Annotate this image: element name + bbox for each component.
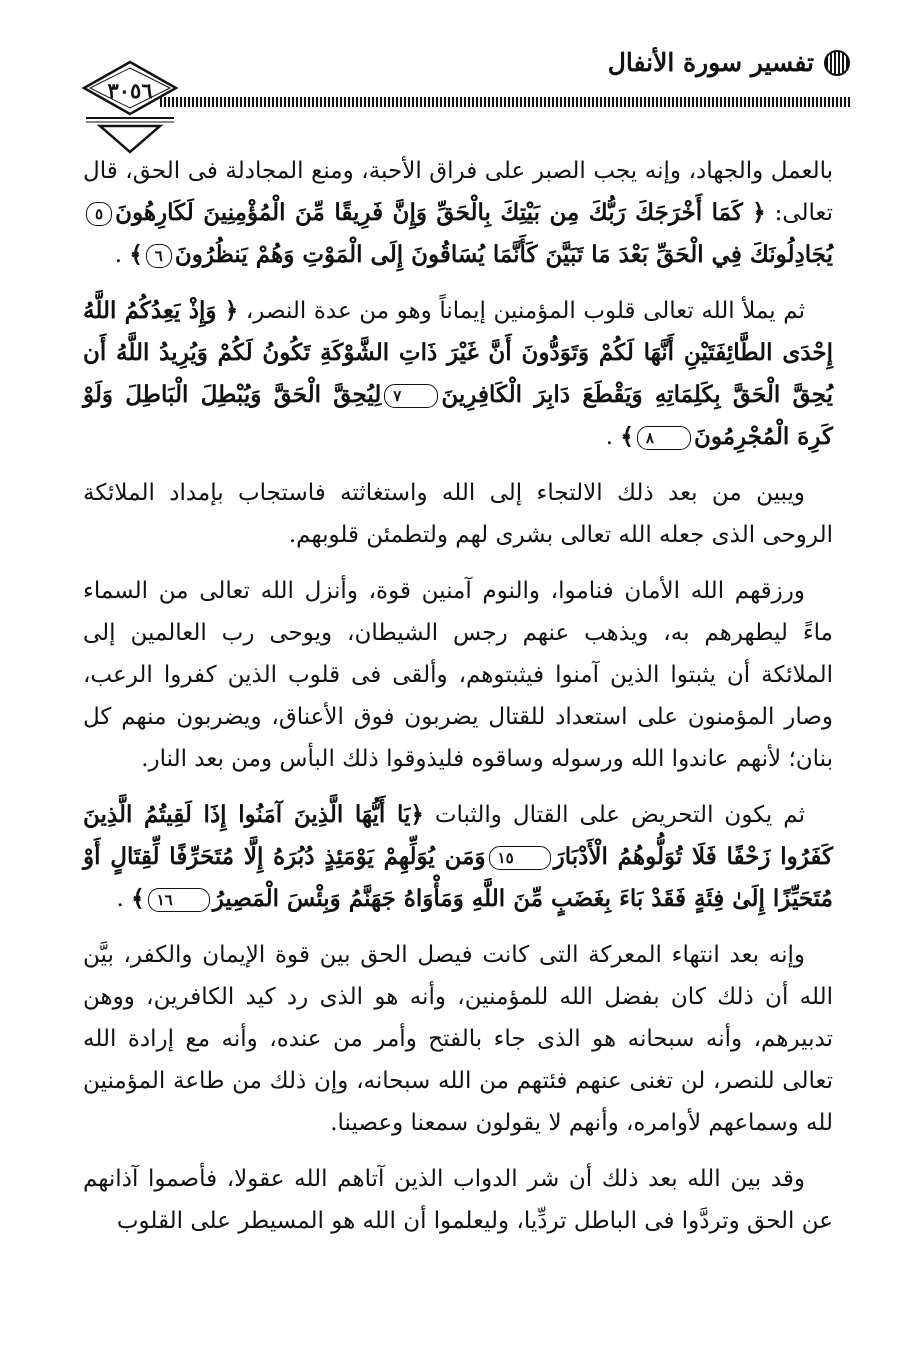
ayah-number-marker: ١٦	[148, 888, 210, 912]
quran-verse: ﴿ وَإِذْ يَعِدُكُمُ اللَّهُ إِحْدَى الطَّائِفَتَيْنِ أَنَّهَا لَكُمْ وَتَوَدُّونَ أَنَّ غَيْرَ ذَاتِ الشَّوْكَةِ تَكُونُ لَكُمْ وَيُرِيدُ اللَّهُ أَن يُحِقَّ الْحَقَّ بِكَلِمَاتِهِ وَيَقْطَعَ دَابِرَ الْكَافِرِينَ	[83, 297, 834, 408]
body-text	[83, 150, 833, 1256]
paragraph-text: .	[116, 886, 132, 912]
paragraph	[83, 570, 833, 780]
header-rule	[160, 97, 850, 107]
paragraph	[83, 1158, 833, 1242]
quran-verse: ﴿ كَمَا أَخْرَجَكَ رَبُّكَ مِن بَيْتِكَ بِالْحَقِّ وَإِنَّ فَرِيقًا مِّنَ الْمُؤْمِنِينَ لَكَارِهُونَ	[115, 199, 766, 226]
page-number-badge	[80, 60, 180, 156]
quran-verse: يُجَادِلُونَكَ فِي الْحَقِّ بَعْدَ مَا تَبَيَّنَ كَأَنَّمَا يُسَاقُونَ إِلَى الْمَوْتِ وَهُمْ يَنظُرُونَ	[174, 241, 833, 268]
page-number: ٣٠٥٦	[107, 78, 153, 103]
ayah-number-marker: ٧	[384, 384, 438, 408]
quran-verse: ﴾	[620, 423, 634, 450]
quran-verse: ﴾	[131, 885, 145, 912]
ayah-number-marker: ٥	[86, 202, 112, 226]
quran-verse: وَمَن يُوَلِّهِمْ يَوْمَئِذٍ دُبُرَهُ إِلَّا مُتَحَرِّفًا لِّقِتَالٍ أَوْ مُتَحَيِّزًا إِلَىٰ فِئَةٍ فَقَدْ بَاءَ بِغَضَبٍ مِّنَ اللَّهِ وَمَأْوَاهُ جَهَنَّمُ وَبِئْسَ الْمَصِيرُ	[83, 843, 833, 912]
quran-verse: لِيُحِقَّ الْحَقَّ وَيُبْطِلَ الْبَاطِلَ وَلَوْ كَرِهَ الْمُجْرِمُونَ	[83, 381, 833, 450]
paragraph-text: .	[114, 242, 130, 268]
page-badge-frame-icon	[80, 60, 180, 156]
paragraph-text: وإنه بعد انتهاء المعركة التى كانت فيصل الحق بين قوة الإيمان والكفر، بيَّن الله أن ذلك كان بفضل الله للمؤمنين، وأنه هو الذى رد كيد الكافرين، ووهن تدبيرهم، وأنه سبحانه هو الذى جاء بالفتح وأمر من عنده، وأنه مع إرادة الله تعالى للنصر، لن تغنى عنهم فئتهم من الله سبحانه، وإن ذلك من طاعة المؤمنين لله وسماعهم لأوامره، وأنهم لا يقولون سمعنا وعصينا.	[83, 942, 833, 1136]
paragraph-text: ورزقهم الله الأمان فناموا، والنوم آمنين قوة، وأنزل الله تعالى من السماء ماءً ليطهرهم به، ويذهب عنهم رجس الشيطان، ويوحى رب العالمين إلى الملائكة أن يثبتوا الذين آمنوا فيثبتوهم، وألقى فى قلوب الذين كفروا الرعب، وصار المؤمنون على استعداد للقتال يضربون فوق الأعناق، ويضربون منهم كل بنان؛ لأنهم عاندوا الله ورسوله وساقوه فليذوقوا ذلك البأس ومن بعد النار.	[83, 578, 833, 772]
paragraph-text: وقد بين الله بعد ذلك أن شر الدواب الذين آتاهم الله عقولا، فأصموا آذانهم عن الحق وتردَّوا فى الباطل تردِّيا، وليعلموا أن الله هو المسيطر على القلوب	[83, 1166, 833, 1234]
quran-verse: ﴿يَا أَيُّهَا الَّذِينَ آمَنُوا إِذَا لَقِيتُمُ الَّذِينَ كَفَرُوا زَحْفًا فَلَا تُوَلُّوهُمُ الْأَدْبَارَ	[83, 801, 833, 870]
ayah-number-marker: ٦	[146, 244, 172, 268]
paragraph-text: .	[605, 424, 621, 450]
paragraph-text: ثم يكون التحريض على القتال والثبات	[423, 802, 805, 828]
running-title	[608, 48, 850, 77]
ayah-number-marker: ١٥	[489, 846, 551, 870]
page-header	[80, 30, 850, 140]
paragraph	[83, 472, 833, 556]
paragraph	[83, 934, 833, 1144]
paragraph	[83, 794, 833, 920]
paragraph	[83, 290, 833, 458]
quran-verse: ﴾	[129, 241, 143, 268]
running-title-text: تفسير سورة الأنفال	[607, 48, 814, 77]
ornament-icon	[824, 50, 850, 76]
paragraph	[83, 150, 833, 276]
ayah-number-marker: ٨	[637, 426, 691, 450]
paragraph-text: بالعمل والجهاد، وإنه يجب الصبر على فراق الأحبة، ومنع المجادلة فى الحق، قال تعالى:	[83, 158, 833, 226]
paragraph-text: ويبين من بعد ذلك الالتجاء إلى الله واستغاثته فاستجاب بإمداد الملائكة الروحى الذى جعله الله تعالى بشرى لهم ولتطمئن قلوبهم.	[83, 480, 833, 548]
paragraph-text: ثم يملأ الله تعالى قلوب المؤمنين إيماناً وهو من عدة النصر،	[238, 298, 805, 324]
